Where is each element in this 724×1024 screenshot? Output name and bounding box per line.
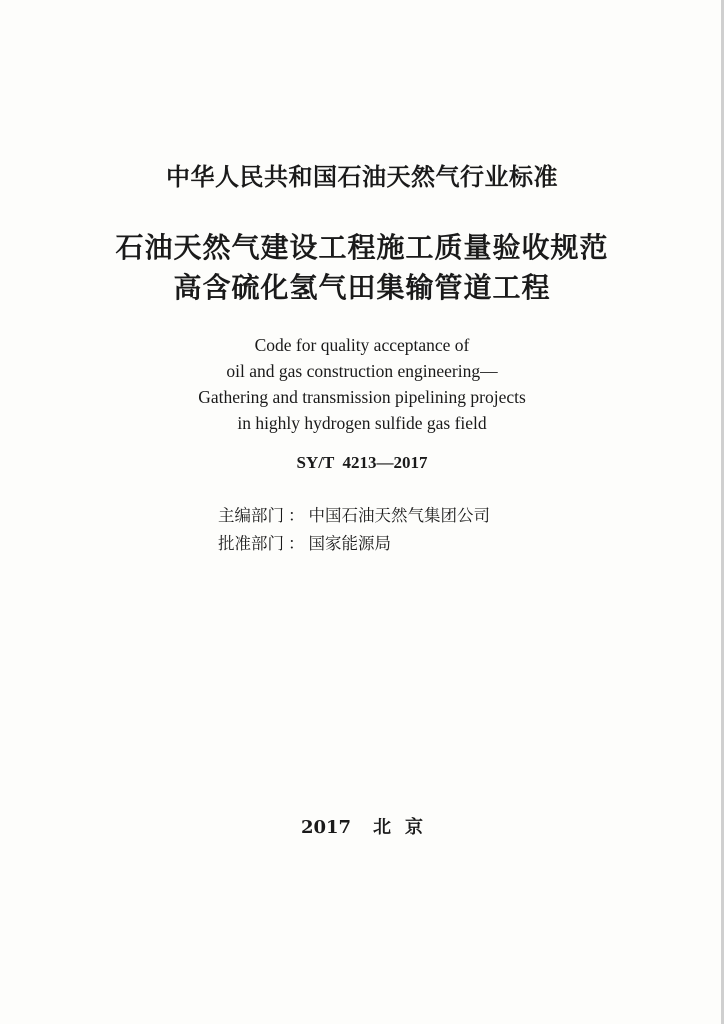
department-label: 主编部门 xyxy=(218,506,284,525)
title-en-line-2: oil and gas construction engineering— xyxy=(226,361,498,381)
title-en-line-1: Code for quality acceptance of xyxy=(254,335,470,355)
department-value: 中国石油天然气集团公司 xyxy=(308,506,490,525)
department-value: 国家能源局 xyxy=(308,534,391,553)
title-en-line-4: in highly hydrogen sulfide gas field xyxy=(237,413,487,433)
editing-department xyxy=(218,502,490,526)
approving-department xyxy=(218,530,391,554)
title-en-line-3: Gathering and transmission pipelining projects xyxy=(198,387,526,407)
standard-code: SY/T 4213—2017 xyxy=(296,453,428,472)
title-cn-line-2: 高含硫化氢气田集输管道工程 xyxy=(173,271,551,304)
standard-category: 中华人民共和国石油天然气行业标准 xyxy=(166,163,558,191)
department-separator: ： xyxy=(288,534,305,553)
publication-city-char-2: 京 xyxy=(405,817,424,838)
department-separator: ： xyxy=(288,506,305,525)
publication-year: 2017 xyxy=(300,817,352,838)
publication-footer xyxy=(0,813,724,839)
department-label: 批准部门 xyxy=(218,534,284,553)
title-cn-line-1: 石油天然气建设工程施工质量验收规范 xyxy=(115,231,609,264)
publication-city-char-1: 北 xyxy=(373,817,392,838)
